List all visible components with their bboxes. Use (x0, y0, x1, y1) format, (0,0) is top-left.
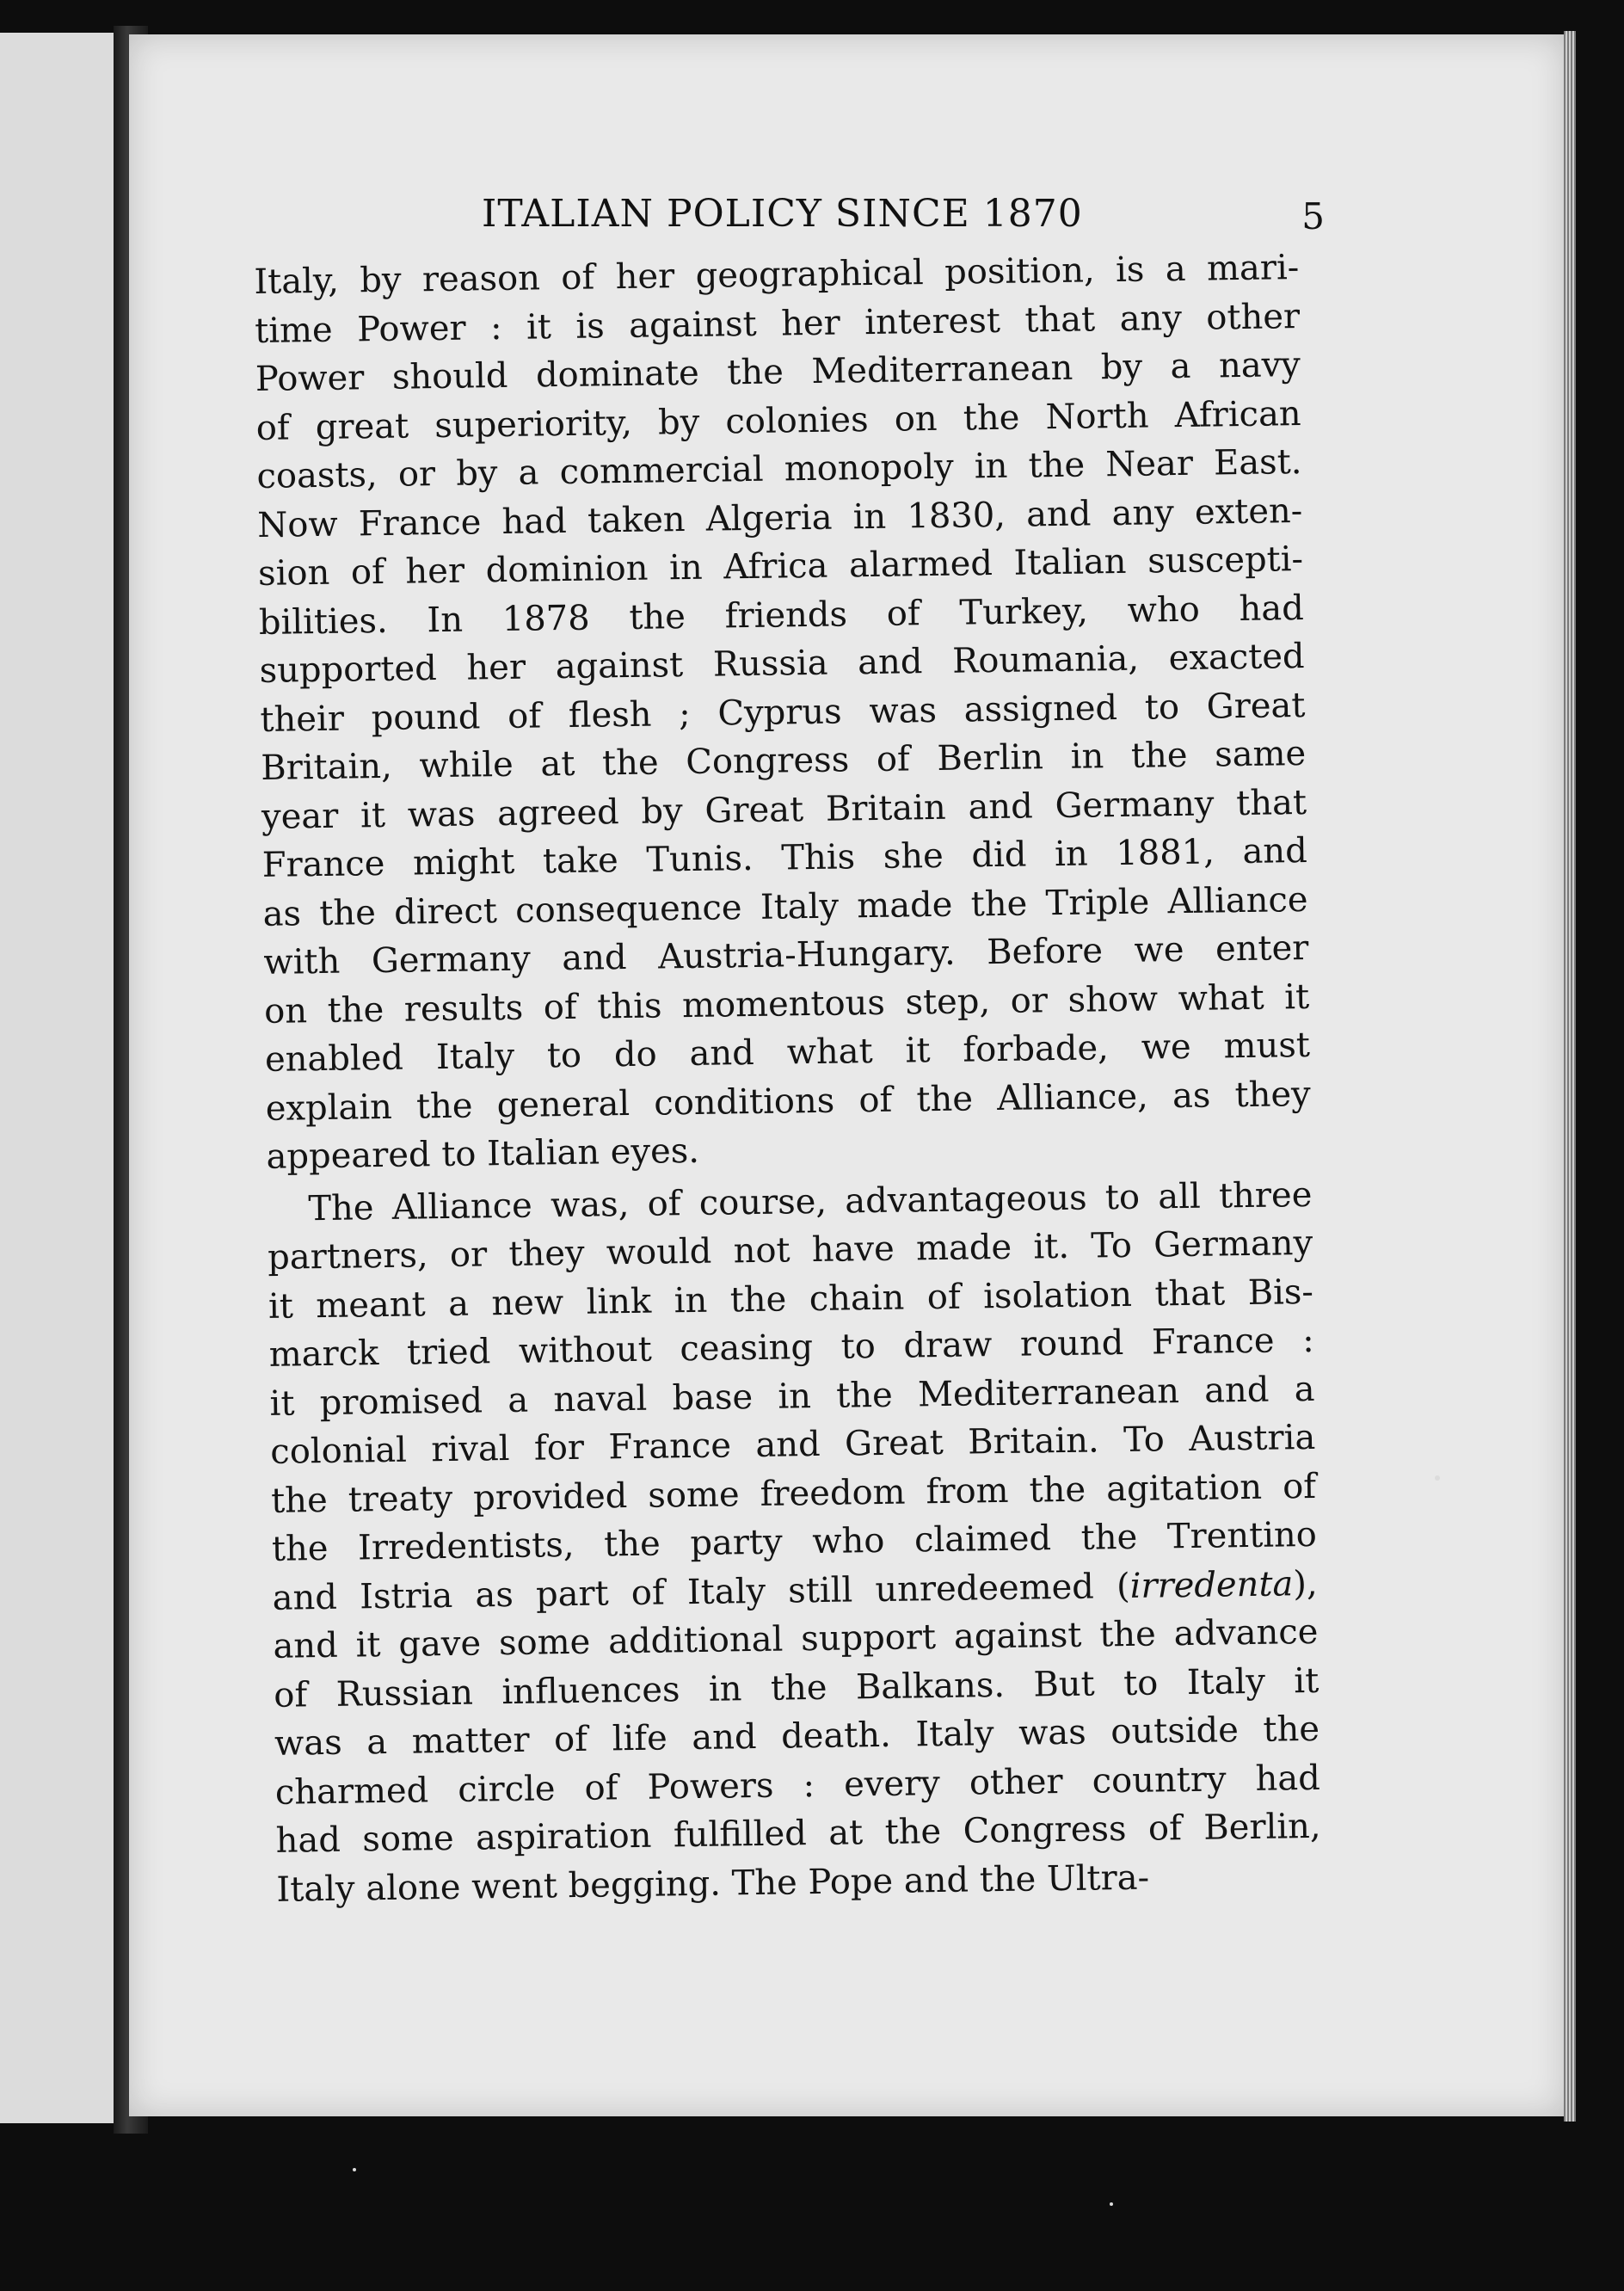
text-line: marck tried without ceasing to draw round France : (268, 1320, 1315, 1375)
text-line: of great superiority, by colonies on the North African (255, 393, 1301, 448)
text-line: it promised a naval base in the Mediterranean and a (269, 1369, 1315, 1424)
text-line: The Alliance was, of course, advantageous to all three (308, 1174, 1313, 1229)
page-header (361, 185, 1325, 245)
text-line: with Germany and Austria-Hungary. Before we enter (263, 927, 1309, 982)
text-line: and Istria as part of Italy still unredeemed (irredenta), (272, 1563, 1318, 1618)
facing-page-edge (0, 33, 129, 2123)
text-line: partners, or they would not have made it. To Germany (267, 1222, 1313, 1278)
text-line: France might take Tunis. This she did in 1881, and (261, 830, 1308, 885)
paragraph-2 (267, 1170, 1322, 1913)
text-line: the Irredentists, the party who claimed the Trentino (271, 1514, 1318, 1569)
text-line: Italy alone went begging. The Pope and the Ultra- (276, 1857, 1150, 1910)
dust-speck (353, 2168, 356, 2171)
italic-term: irredenta (1129, 1563, 1294, 1606)
text-line: and it gave some additional support against the advance (273, 1611, 1319, 1666)
text-line: it meant a new link in the chain of isolation that Bis- (268, 1272, 1314, 1327)
text-line: supported her against Russia and Roumania, exacted (259, 636, 1305, 691)
text-line: of Russian influences in the Balkans. But to Italy it (274, 1660, 1320, 1715)
text-line: enabled Italy to do and what it forbade, we must (264, 1025, 1311, 1080)
body-text (254, 243, 1322, 1914)
paragraph-1 (254, 243, 1312, 1181)
text-line: Italy, by reason of her geographical position, is a mari- (254, 248, 1300, 302)
text-line: as the direct consequence Italy made the Triple Alliance (262, 879, 1308, 934)
page-stack-edge (1564, 31, 1576, 2122)
text-line: coasts, or by a commercial monopoly in the Near East. (256, 442, 1302, 496)
text-line: had some aspiration fulfilled at the Congress of Berlin, (275, 1806, 1321, 1861)
text-line: explain the general conditions of the Alliance, as they (265, 1074, 1312, 1129)
dust-speck (1110, 2202, 1113, 2206)
text-line: on the results of this momentous step, or show what it (263, 976, 1310, 1032)
text-line: the treaty provided some freedom from the agitation of (270, 1466, 1317, 1521)
text-line: their pound of flesh ; Cyprus was assigned to Great (260, 685, 1306, 740)
running-title: ITALIAN POLICY SINCE 1870 (482, 192, 1083, 236)
text-line: Britain, while at the Congress of Berlin in the same (260, 733, 1307, 788)
text-line: charmed circle of Powers : every other country had (274, 1758, 1321, 1813)
text-line: Power should dominate the Mediterranean by a navy (255, 345, 1301, 399)
text-line: was a matter of life and death. Italy was outside the (274, 1709, 1320, 1764)
text-line: Now France had taken Algeria in 1830, and any exten- (257, 490, 1303, 545)
text-line: year it was agreed by Great Britain and Germany that (261, 782, 1307, 837)
text-line: time Power : it is against her interest that any other (254, 296, 1301, 351)
page-number: 5 (1301, 195, 1325, 237)
text-line: bilities. In 1878 the friends of Turkey, who had (258, 588, 1305, 643)
text-line: colonial rival for France and Great Britain. To Austria (270, 1417, 1316, 1472)
text-line: sion of her dominion in Africa alarmed Italian suscepti- (257, 539, 1304, 594)
dust-speck (1435, 1475, 1440, 1481)
text-line: appeared to Italian eyes. (266, 1130, 700, 1177)
